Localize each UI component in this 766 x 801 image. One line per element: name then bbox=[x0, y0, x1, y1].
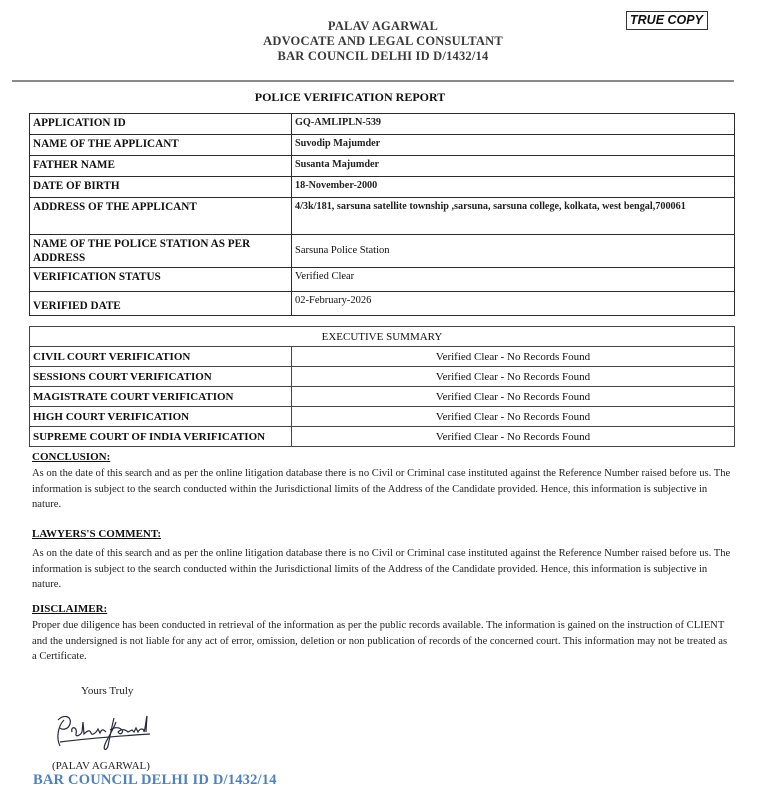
detail-value: Verified Clear bbox=[292, 268, 735, 292]
closing-salutation: Yours Truly bbox=[81, 685, 134, 697]
conclusion-section bbox=[32, 450, 732, 513]
lawyers-comment-title: LAWYERS'S COMMENT: bbox=[32, 528, 162, 540]
table-row bbox=[30, 427, 735, 447]
detail-label: APPLICATION ID bbox=[30, 114, 292, 135]
conclusion-text: As on the date of this search and as per the online litigation database there is no Civil or Criminal case instituted against the Reference Number raised before us. The information is subject to the search conducted within the Jurisdictional limits of the Address of the Candidate provided. Hence, this information is subjective in nature. bbox=[32, 467, 731, 511]
summary-value: Verified Clear - No Records Found bbox=[292, 407, 735, 427]
details-table bbox=[29, 113, 735, 316]
letterhead-name: PALAV AGARWAL bbox=[327, 19, 439, 33]
disclaimer-section bbox=[32, 602, 732, 665]
summary-label: CIVIL COURT VERIFICATION bbox=[30, 347, 292, 367]
signatory-bar-id: BAR COUNCIL DELHI ID D/1432/14 bbox=[33, 772, 277, 788]
header-divider bbox=[12, 80, 734, 82]
detail-label: DATE OF BIRTH bbox=[30, 177, 292, 198]
lawyers-comment-text: As on the date of this search and as per the online litigation database there is no Civil or Criminal case instituted against the Reference Number raised before us. The information is subject to the search conducted within the Jurisdictional limits of the Address of the Candidate provided. Hence, this information is subjective in nature. bbox=[32, 547, 731, 591]
table-row bbox=[30, 156, 735, 177]
report-title-text: POLICE VERIFICATION REPORT bbox=[254, 90, 446, 104]
detail-label: FATHER NAME bbox=[30, 156, 292, 177]
summary-label: SUPREME COURT OF INDIA VERIFICATION bbox=[30, 427, 292, 447]
signature-icon bbox=[50, 706, 160, 756]
table-row bbox=[30, 367, 735, 387]
table-row bbox=[30, 135, 735, 156]
letterhead-designation: ADVOCATE AND LEGAL CONSULTANT bbox=[263, 34, 503, 48]
table-row bbox=[30, 327, 735, 347]
detail-label: VERIFICATION STATUS bbox=[30, 268, 292, 292]
detail-label: NAME OF THE POLICE STATION AS PER ADDRESS bbox=[30, 235, 292, 268]
table-row bbox=[30, 407, 735, 427]
letterhead-bar-id: BAR COUNCIL DELHI ID D/1432/14 bbox=[277, 49, 489, 63]
detail-value: GQ-AMLIPLN-539 bbox=[292, 114, 735, 135]
lawyers-comment-section bbox=[32, 527, 732, 593]
summary-value: Verified Clear - No Records Found bbox=[292, 427, 735, 447]
summary-value: Verified Clear - No Records Found bbox=[292, 347, 735, 367]
table-row bbox=[30, 347, 735, 367]
disclaimer-text: Proper due diligence has been conducted in retrieval of the information as per the public records available. The information is gained on the instruction of CLIENT and the undersigned is not liable for any act of error, omission, deletion or non publication of records of the concerned court. This information may not be treated as a Certificate. bbox=[32, 619, 728, 663]
detail-value: Sarsuna Police Station bbox=[292, 235, 735, 268]
detail-value: 4/3k/181, sarsuna satellite township ,sarsuna, sarsuna college, kolkata, west bengal,700061 bbox=[292, 198, 735, 235]
table-row bbox=[30, 177, 735, 198]
detail-label: NAME OF THE APPLICANT bbox=[30, 135, 292, 156]
summary-label: MAGISTRATE COURT VERIFICATION bbox=[30, 387, 292, 407]
disclaimer-title: DISCLAIMER: bbox=[32, 603, 108, 615]
executive-summary-title: EXECUTIVE SUMMARY bbox=[30, 327, 735, 347]
report-title bbox=[0, 90, 700, 105]
table-row bbox=[30, 235, 735, 268]
table-row bbox=[30, 292, 735, 316]
detail-value: 18-November-2000 bbox=[292, 177, 735, 198]
summary-value: Verified Clear - No Records Found bbox=[292, 387, 735, 407]
conclusion-title: CONCLUSION: bbox=[32, 451, 111, 463]
summary-label: HIGH COURT VERIFICATION bbox=[30, 407, 292, 427]
table-row bbox=[30, 198, 735, 235]
table-row bbox=[30, 387, 735, 407]
detail-value: 02-February-2026 bbox=[292, 292, 735, 316]
true-copy-stamp: TRUE COPY bbox=[626, 11, 708, 30]
detail-value: Susanta Majumder bbox=[292, 156, 735, 177]
table-row bbox=[30, 114, 735, 135]
detail-label: ADDRESS OF THE APPLICANT bbox=[30, 198, 292, 235]
summary-value: Verified Clear - No Records Found bbox=[292, 367, 735, 387]
executive-summary-table bbox=[29, 326, 735, 447]
summary-label: SESSIONS COURT VERIFICATION bbox=[30, 367, 292, 387]
detail-label: VERIFIED DATE bbox=[30, 292, 292, 316]
table-row bbox=[30, 268, 735, 292]
detail-value: Suvodip Majumder bbox=[292, 135, 735, 156]
signatory-name: (PALAV AGARWAL) bbox=[52, 760, 150, 772]
